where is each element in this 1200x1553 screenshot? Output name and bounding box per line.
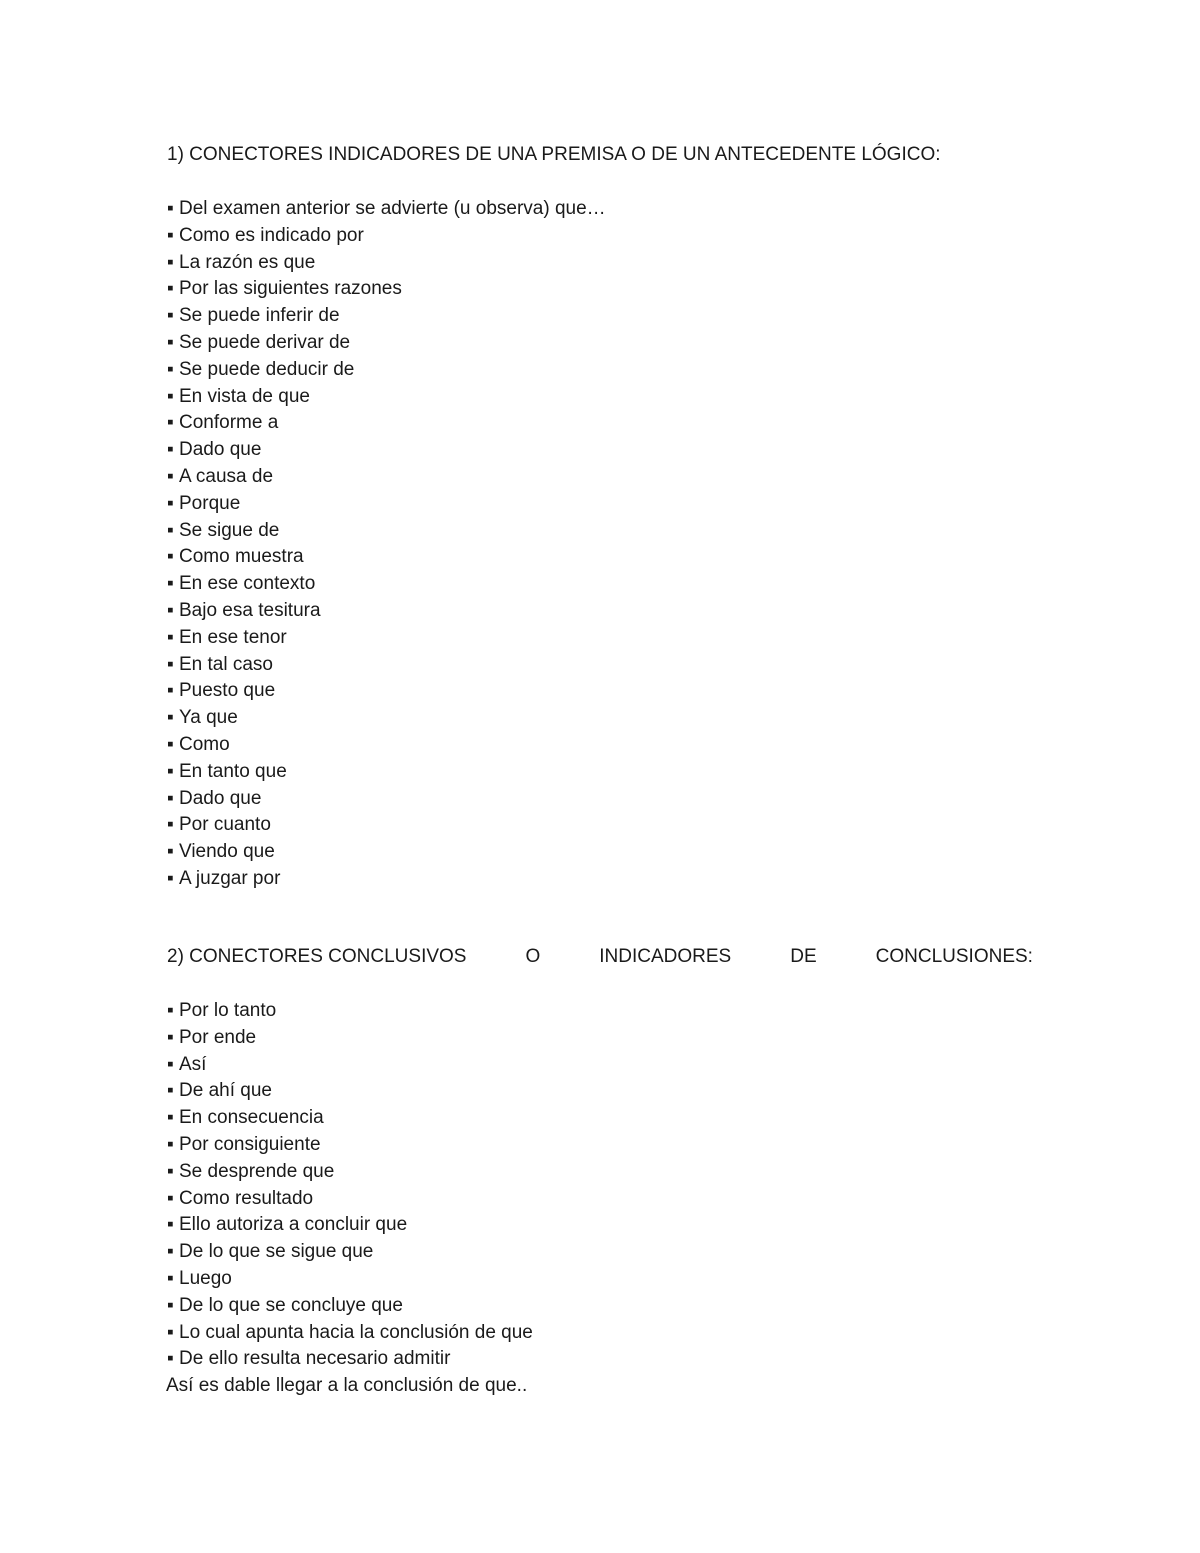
list-item [167, 330, 606, 357]
list-item-text: Por consiguiente [179, 1133, 321, 1155]
list-item-text: Se puede deducir de [179, 358, 355, 380]
bullet-icon: ▪ [167, 224, 174, 246]
list-item-text: Dado que [179, 439, 262, 461]
list-item-text: Se sigue de [179, 519, 280, 541]
list-item-text: Dado que [179, 787, 262, 809]
section2-heading-word: O [525, 946, 541, 967]
list-item-text: En consecuencia [179, 1107, 324, 1129]
list-item [167, 759, 606, 786]
bullet-icon: ▪ [167, 1241, 174, 1263]
list-item [167, 1293, 533, 1320]
bullet-icon: ▪ [167, 760, 174, 782]
list-item-text: En tanto que [179, 760, 287, 782]
list-item-text: Viendo que [179, 841, 275, 863]
section2-heading-word: 2) CONECTORES CONCLUSIVOS [167, 946, 467, 967]
section2-heading-word: INDICADORES [599, 946, 732, 967]
list-item-text: A juzgar por [179, 867, 281, 889]
list-item [167, 812, 606, 839]
list-item [167, 652, 606, 679]
list-item [167, 1320, 533, 1347]
list-item [167, 625, 606, 652]
bullet-icon: ▪ [167, 626, 174, 648]
bullet-icon: ▪ [167, 465, 174, 487]
bullet-icon: ▪ [167, 358, 174, 380]
list-item-text: Como [179, 733, 230, 755]
list-item-text: Ya que [179, 707, 238, 729]
list-item-text: La razón es que [179, 251, 316, 273]
list-item [167, 786, 606, 813]
bullet-icon: ▪ [167, 599, 174, 621]
bullet-icon: ▪ [167, 198, 174, 219]
bullet-icon: ▪ [167, 412, 174, 434]
list-item [167, 518, 606, 545]
list-item-text: Bajo esa tesitura [179, 599, 321, 621]
list-item [167, 866, 606, 893]
list-item [167, 464, 606, 491]
list-item [167, 491, 606, 518]
bullet-icon: ▪ [167, 573, 174, 595]
closing-sentence: Así es dable llegar a la conclusión de que.. [166, 1375, 528, 1396]
bullet-icon: ▪ [167, 305, 174, 327]
list-item-text: A causa de [179, 465, 274, 487]
list-item-text: Se desprende que [179, 1160, 335, 1182]
list-item [167, 678, 606, 705]
list-item-text: Por ende [179, 1026, 257, 1048]
bullet-icon: ▪ [167, 1294, 174, 1316]
list-item-text: De lo que se concluye que [179, 1294, 403, 1316]
list-item-text: Por las siguientes razones [179, 278, 402, 300]
bullet-icon: ▪ [167, 1214, 174, 1236]
list-item [167, 437, 606, 464]
list-item [167, 1052, 533, 1079]
bullet-icon: ▪ [167, 707, 174, 729]
bullet-icon: ▪ [167, 653, 174, 675]
list-item [167, 1212, 533, 1239]
list-item-text: De ello resulta necesario admitir [179, 1348, 451, 1370]
section2-heading-word: DE [790, 946, 817, 967]
list-item-text: Como resultado [179, 1187, 314, 1209]
bullet-icon: ▪ [167, 492, 174, 514]
list-item-text: Puesto que [179, 680, 276, 702]
bullet-icon: ▪ [167, 1000, 174, 1021]
bullet-icon: ▪ [167, 1267, 174, 1289]
conclusion-connectors-list [167, 998, 533, 1373]
list-item [167, 571, 606, 598]
list-item [167, 732, 606, 759]
list-item-text: Como muestra [179, 546, 304, 568]
list-item [167, 839, 606, 866]
bullet-icon: ▪ [167, 1133, 174, 1155]
bullet-icon: ▪ [167, 251, 174, 273]
bullet-icon: ▪ [167, 519, 174, 541]
list-item [167, 303, 606, 330]
bullet-icon: ▪ [167, 867, 174, 889]
list-item [167, 1266, 533, 1293]
bullet-icon: ▪ [167, 1348, 174, 1370]
list-item [167, 223, 606, 250]
list-item-text: En vista de que [179, 385, 310, 407]
list-item-text: Se puede derivar de [179, 331, 351, 353]
bullet-icon: ▪ [167, 331, 174, 353]
list-item-text: Luego [179, 1267, 232, 1289]
premise-connectors-list [167, 196, 606, 893]
bullet-icon: ▪ [167, 733, 174, 755]
list-item [167, 1239, 533, 1266]
list-item [167, 384, 606, 411]
bullet-icon: ▪ [167, 1107, 174, 1129]
list-item [167, 1132, 533, 1159]
list-item-text: Se puede inferir de [179, 305, 340, 327]
list-item-text: En ese tenor [179, 626, 287, 648]
list-item [167, 196, 606, 223]
bullet-icon: ▪ [167, 814, 174, 836]
list-item-text: De lo que se sigue que [179, 1241, 374, 1263]
list-item-text: Porque [179, 492, 241, 514]
bullet-icon: ▪ [167, 680, 174, 702]
list-item [167, 598, 606, 625]
bullet-icon: ▪ [167, 1187, 174, 1209]
list-item-text: Del examen anterior se advierte (u observa) que… [179, 198, 606, 219]
list-item [167, 1025, 533, 1052]
list-item [167, 1186, 533, 1213]
list-item [167, 705, 606, 732]
list-item [167, 1105, 533, 1132]
bullet-icon: ▪ [167, 278, 174, 300]
section1-heading: 1) CONECTORES INDICADORES DE UNA PREMISA O DE UN ANTECEDENTE LÓGICO: [167, 144, 941, 165]
bullet-icon: ▪ [167, 1080, 174, 1102]
bullet-icon: ▪ [167, 385, 174, 407]
list-item [167, 1159, 533, 1186]
bullet-icon: ▪ [167, 1160, 174, 1182]
bullet-icon: ▪ [167, 439, 174, 461]
list-item [167, 1346, 533, 1373]
list-item [167, 1078, 533, 1105]
list-item [167, 998, 533, 1025]
list-item-text: Lo cual apunta hacia la conclusión de que [179, 1321, 533, 1343]
bullet-icon: ▪ [167, 546, 174, 568]
list-item-text: En tal caso [179, 653, 273, 675]
list-item [167, 250, 606, 277]
list-item [167, 276, 606, 303]
list-item-text: Ello autoriza a concluir que [179, 1214, 408, 1236]
bullet-icon: ▪ [167, 841, 174, 863]
list-item-text: Conforme a [179, 412, 279, 434]
section2-heading-word: CONCLUSIONES: [875, 946, 1033, 967]
list-item-text: Por cuanto [179, 814, 271, 836]
list-item-text: En ese contexto [179, 573, 316, 595]
list-item [167, 357, 606, 384]
list-item-text: Así [179, 1053, 207, 1075]
list-item-text: Por lo tanto [179, 1000, 277, 1021]
list-item-text: Como es indicado por [179, 224, 364, 246]
bullet-icon: ▪ [167, 1026, 174, 1048]
list-item [167, 544, 606, 571]
section2-heading [167, 944, 1033, 971]
list-item [167, 410, 606, 437]
bullet-icon: ▪ [167, 787, 174, 809]
list-item-text: De ahí que [179, 1080, 272, 1102]
bullet-icon: ▪ [167, 1321, 174, 1343]
bullet-icon: ▪ [167, 1053, 174, 1075]
